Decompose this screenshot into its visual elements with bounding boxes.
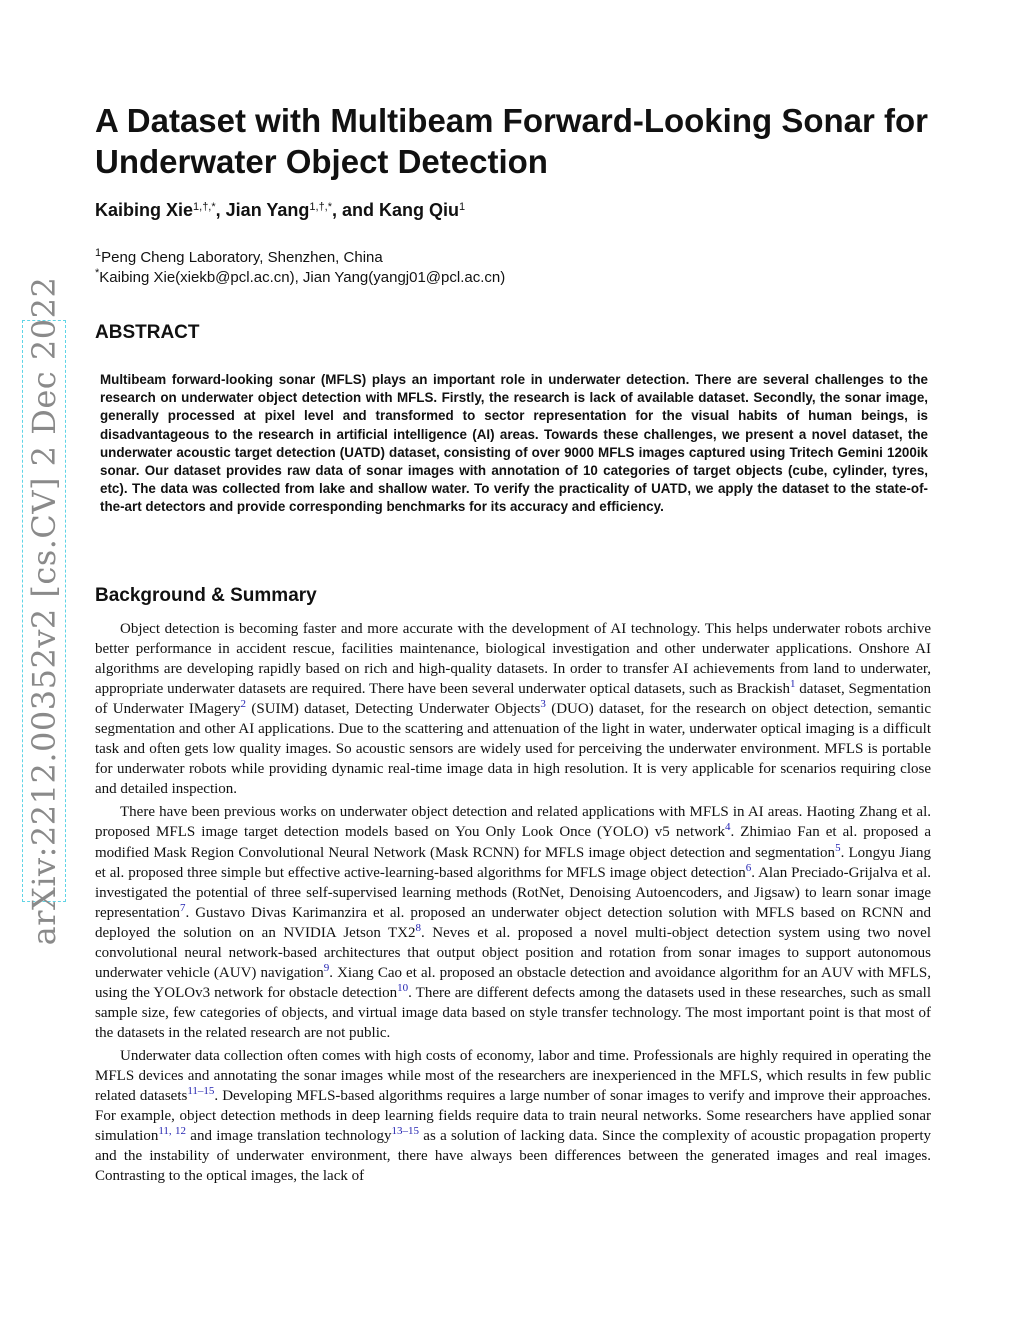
affiliation-text: Peng Cheng Laboratory, Shenzhen, China — [101, 249, 383, 266]
paragraph-text: . Alan Preciado-Grijalva et al. investigated the potential of three self-supervised learning methods (RotNet, Denoising Autoencoders, and Jigsaw) to learn sonar image representation — [95, 864, 931, 921]
paragraph-text: There have been previous works on underwater object detection and related applications with MFLS in AI areas. Haoting Zhang et al. proposed MFLS image target detection models based on You Only Look Once (YOLO) v5 network — [95, 804, 931, 841]
author-list — [95, 200, 465, 221]
citation-link[interactable]: 9 — [323, 961, 330, 974]
contact-mark: * — [95, 267, 100, 279]
author-affiliation-marks: 1,†,* — [193, 201, 216, 213]
paragraph-text: . Neves et al. proposed a novel multi-object detection system using two novel convolutional neural network-based architectures that output object position and rotation from sonar images to support autonomous underwater vehicle (AUV) navigation — [95, 924, 931, 981]
author-affiliation-marks: 1 — [459, 201, 466, 213]
author-affiliation-marks: 1,†,* — [309, 201, 333, 213]
arxiv-stamp — [22, 276, 66, 946]
paragraph-text: . Gustavo Divas Karimanzira et al. proposed an underwater object detection solution with MFLS based on RCNN and deployed the solution on an NVIDIA Jetson TX2 — [95, 904, 931, 941]
paragraph-text: . Zhimiao Fan et al. proposed a modified Mask Region Convolutional Neural Network (Mask RCNN) for MFLS image object detection and segmentation — [95, 824, 932, 861]
background-heading: Background & Summary — [95, 585, 317, 606]
author-separator: , — [215, 200, 226, 220]
citation-link[interactable]: 1 — [790, 678, 796, 691]
affiliation-line — [95, 248, 915, 268]
contact-text: Kaibing Xie(xiekb@pcl.ac.cn), Jian Yang(yangj01@pcl.ac.cn) — [99, 269, 506, 286]
paragraph-text: Underwater data collection often comes with high costs of economy, labor and time. Professionals are highly required in operating the MFLS devices and annotating the sonar images while most of the researchers are inexperienced in the MFLS, which results in few public related datasets — [95, 1047, 931, 1105]
abstract-heading: ABSTRACT — [95, 322, 200, 343]
paragraph-text: Object detection is becoming faster and more accurate with the development of AI technology. This helps underwater robots archive better performance in accident rescue, facilities maintenance, biological investigation and other underwater applications. Onshore AI algorithms are developing rapidly based on rich and high-quality datasets. In order to transfer AI achievements from land to underwater, appropriate underwater datasets are required. There have been several underwater optical datasets, such as Brackish — [95, 621, 931, 698]
arxiv-id: arXiv:2212.00352v2 [cs.CV] 2 Dec 2022 — [25, 276, 63, 946]
author-name: Kang Qiu — [379, 200, 460, 220]
citation-link[interactable]: 5 — [835, 841, 841, 854]
paragraph-text: as a solution of lacking data. Since the complexity of acoustic propagation property and the instability of underwater environment, there have always been differences between the generated images and real images. Contrasting to the optical images, the lack of — [95, 1128, 932, 1185]
author-name: Jian Yang — [225, 200, 310, 220]
abstract-text: Multibeam forward-looking sonar (MFLS) plays an important role in underwater detection. There are several challenges to the research on underwater object detection with MFLS. Firstly, the research is lack of available dataset. Secondly, the sonar image, generally processed at pixel level and transformed to sector representation for the visual habits of human beings, is disadvantageous to the research in artificial intelligence (AI) areas. Towards these challenges, we present a novel dataset, the underwater acoustic target detection (UATD) dataset, consisting of over 9000 MFLS images captured using Tritech Gemini 1200ik sonar. Our dataset provides raw data of sonar images with annotation of 10 categories of target objects (cube, cylinder, tyres, etc). The data was collected from lake and shallow water. To verify the practicality of UATD, we apply the dataset to the state-of-the-art detectors and provide corresponding benchmarks for its accuracy and efficiency. — [100, 372, 928, 515]
citation-link[interactable]: 2 — [240, 698, 247, 711]
paragraph-text: (DUO) dataset, for the research on object detection, semantic segmentation and other AI applications. Due to the scattering and attenuation of the light in water, underwater optical imaging is a difficult task and often gets low quality images. So acoustic sensors are widely used for perceiving the underwater environment. MFLS is portable for underwater robots while providing dynamic real-time image data in high resolution. It is very applicable for scenarios requiring close and detailed inspection. — [95, 701, 931, 798]
citation-link[interactable]: 13–15 — [391, 1125, 419, 1138]
paragraph-text: . Developing MFLS-based algorithms requires a large number of sonar images to verify and improve their approaches. For example, object detection methods in deep learning fields require data to train neural networks. Some researchers have applied sonar simulation — [95, 1088, 931, 1145]
paragraph-text: . Xiang Cao et al. proposed an obstacle detection and avoidance algorithm for an AUV with MFLS, using the YOLOv3 network for obstacle detection — [95, 964, 932, 1001]
contact-line — [95, 268, 915, 288]
paragraph-text: dataset, Segmentation of Underwater IMagery — [95, 681, 931, 718]
paper-title: A Dataset with Multibeam Forward-Looking Sonar for Underwater Object Detection — [95, 102, 928, 180]
background-body — [95, 619, 931, 1189]
paragraph-text: and image translation technology — [186, 1128, 392, 1145]
citation-link[interactable]: 11–15 — [187, 1085, 215, 1098]
background-paragraph — [95, 802, 931, 1043]
author-separator: , and — [332, 200, 380, 220]
author-name: Kaibing Xie — [95, 200, 194, 220]
citation-link[interactable]: 6 — [745, 861, 752, 874]
citation-link[interactable]: 7 — [179, 901, 186, 914]
citation-link[interactable]: 4 — [724, 821, 731, 834]
citation-link[interactable]: 8 — [415, 921, 422, 934]
background-paragraph — [95, 619, 931, 799]
citation-link[interactable]: 3 — [540, 698, 546, 711]
paragraph-text: . Longyu Jiang et al. proposed three simple but effective active-learning-based algorithms for MFLS image object detection — [95, 844, 931, 881]
background-paragraph — [95, 1046, 931, 1186]
affiliation-mark: 1 — [95, 247, 102, 259]
citation-link[interactable]: 11, 12 — [158, 1125, 186, 1138]
citation-link[interactable]: 10 — [397, 981, 409, 994]
paragraph-text: (SUIM) dataset, Detecting Underwater Objects — [246, 701, 541, 718]
paragraph-text: . There are different defects among the datasets used in these researches, such as small sample size, few categories of objects, and virtual image data based on style transfer technology. The most important point is that most of the datasets in the related research are not public. — [95, 984, 931, 1041]
